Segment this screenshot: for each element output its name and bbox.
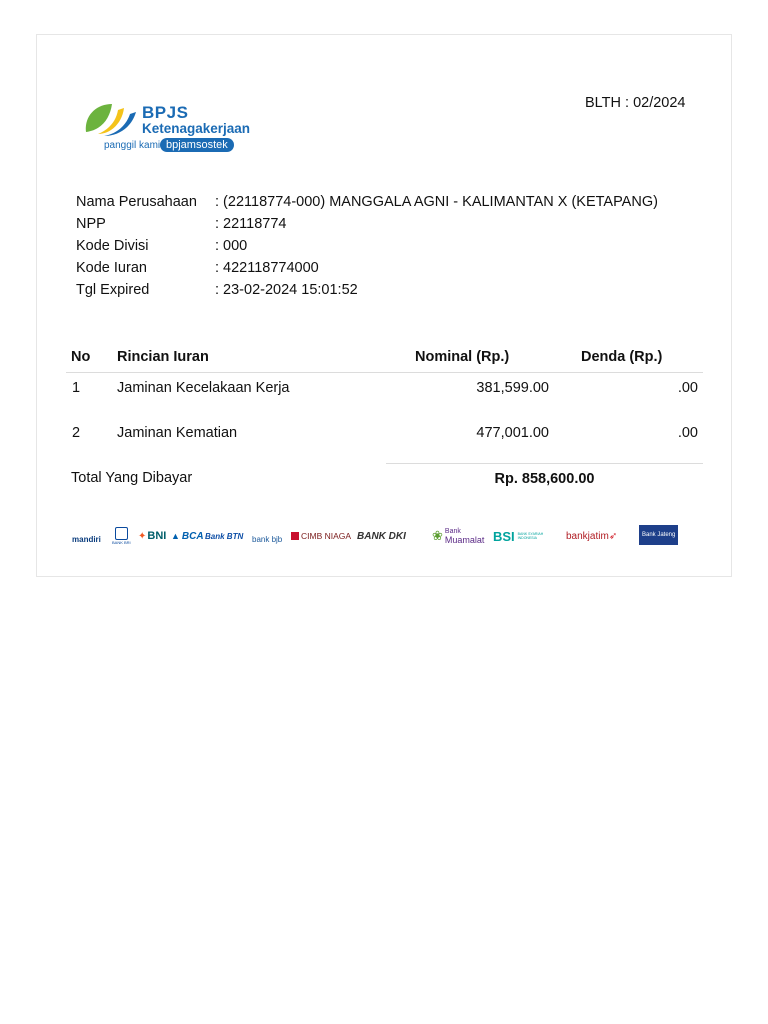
- header-divider: [66, 372, 703, 373]
- bank-bjb: [252, 523, 282, 549]
- company-info: [76, 191, 658, 301]
- row-denda: .00: [677, 425, 698, 441]
- bank-jateng: [639, 525, 678, 545]
- info-value: : 23-02-2024 15:01:52: [215, 282, 358, 298]
- bank-muamalat-label: Muamalat: [444, 535, 485, 545]
- bank-mandiri: [72, 523, 101, 549]
- total-label: Total Yang Dibayar: [71, 470, 193, 486]
- bank-bca: [171, 523, 204, 549]
- bank-bni: [138, 523, 166, 549]
- info-value: : 000: [215, 238, 248, 254]
- bsi-sub-label: BANK SYARIAH INDONESIA: [517, 532, 544, 540]
- bpjs-logo: [82, 98, 272, 158]
- blth-period: BLTH : 02/2024: [585, 95, 686, 111]
- row-nominal: 477,001.00: [476, 425, 549, 441]
- bank-jatim-label: bankjatim: [566, 530, 609, 542]
- bank-dki-label: BANK DKI: [357, 530, 406, 542]
- bank-bni-label: BNI: [147, 530, 167, 542]
- bni-icon: ✦: [138, 530, 147, 542]
- row-nominal: 381,599.00: [476, 380, 549, 396]
- bank-cimb: [291, 523, 351, 549]
- bank-btn: [205, 523, 243, 549]
- bank-bri-label: BANK BRI: [112, 540, 131, 545]
- muamalat-top: Bank: [444, 528, 461, 535]
- header-denda: Denda (Rp.): [581, 349, 663, 365]
- bank-bjb-label: bank bjb: [252, 534, 283, 544]
- info-row: [76, 213, 658, 235]
- info-value: : 22118774: [215, 216, 287, 232]
- info-value: : 422118774000: [215, 260, 319, 276]
- total-value: Rp. 858,600.00: [494, 471, 595, 487]
- info-label: Tgl Expired: [76, 282, 150, 298]
- info-label: Kode Iuran: [76, 260, 147, 276]
- info-label: Nama Perusahaan: [76, 194, 197, 210]
- bank-bsi-label: BSI: [493, 528, 515, 544]
- muamalat-text: [445, 527, 485, 545]
- logo-brand: BPJS: [142, 103, 189, 122]
- header-rincian: Rincian Iuran: [117, 349, 209, 365]
- info-label: NPP: [76, 216, 106, 232]
- bank-btn-label: Bank BTN: [205, 531, 244, 541]
- bank-bri: [112, 523, 131, 549]
- header-no: No: [71, 349, 91, 365]
- bank-bca-label: BCA: [181, 530, 204, 542]
- bank-muamalat: [432, 523, 484, 549]
- logo-tagline-badge: bpjamsostek: [160, 138, 234, 152]
- total-divider: [386, 463, 703, 464]
- cimb-icon: [291, 532, 299, 540]
- bank-bsi: [493, 523, 548, 549]
- bank-mandiri-label: mandiri: [72, 534, 101, 544]
- bank-jateng-label: Bank Jateng: [642, 532, 676, 538]
- jatim-swoosh-icon: ➶: [608, 530, 618, 542]
- header-nominal: Nominal (Rp.): [415, 349, 510, 365]
- bank-jatim: [566, 523, 617, 549]
- info-row: [76, 191, 658, 213]
- row-rincian: Jaminan Kecelakaan Kerja: [117, 380, 290, 396]
- row-no: 2: [72, 425, 81, 441]
- row-no: 1: [72, 380, 81, 396]
- bank-dki: [357, 523, 406, 549]
- bank-cimb-label: CIMB NIAGA: [301, 531, 352, 541]
- info-row: [76, 279, 658, 301]
- bank-logos: [70, 523, 684, 549]
- info-row: [76, 257, 658, 279]
- info-value: : (22118774-000) MANGGALA AGNI - KALIMANTAN X (KETAPANG): [215, 194, 658, 210]
- logo-subtitle: Ketenagakerjaan: [142, 121, 251, 136]
- info-row: [76, 235, 658, 257]
- bpjs-leaf-icon: [82, 98, 140, 138]
- row-rincian: Jaminan Kematian: [117, 425, 238, 441]
- muamalat-icon: ❀: [432, 528, 443, 543]
- logo-tagline: panggil kami: [104, 140, 161, 151]
- bri-icon: [115, 527, 128, 540]
- info-label: Kode Divisi: [76, 238, 149, 254]
- bca-icon: ▲: [171, 531, 180, 541]
- row-denda: .00: [677, 380, 698, 396]
